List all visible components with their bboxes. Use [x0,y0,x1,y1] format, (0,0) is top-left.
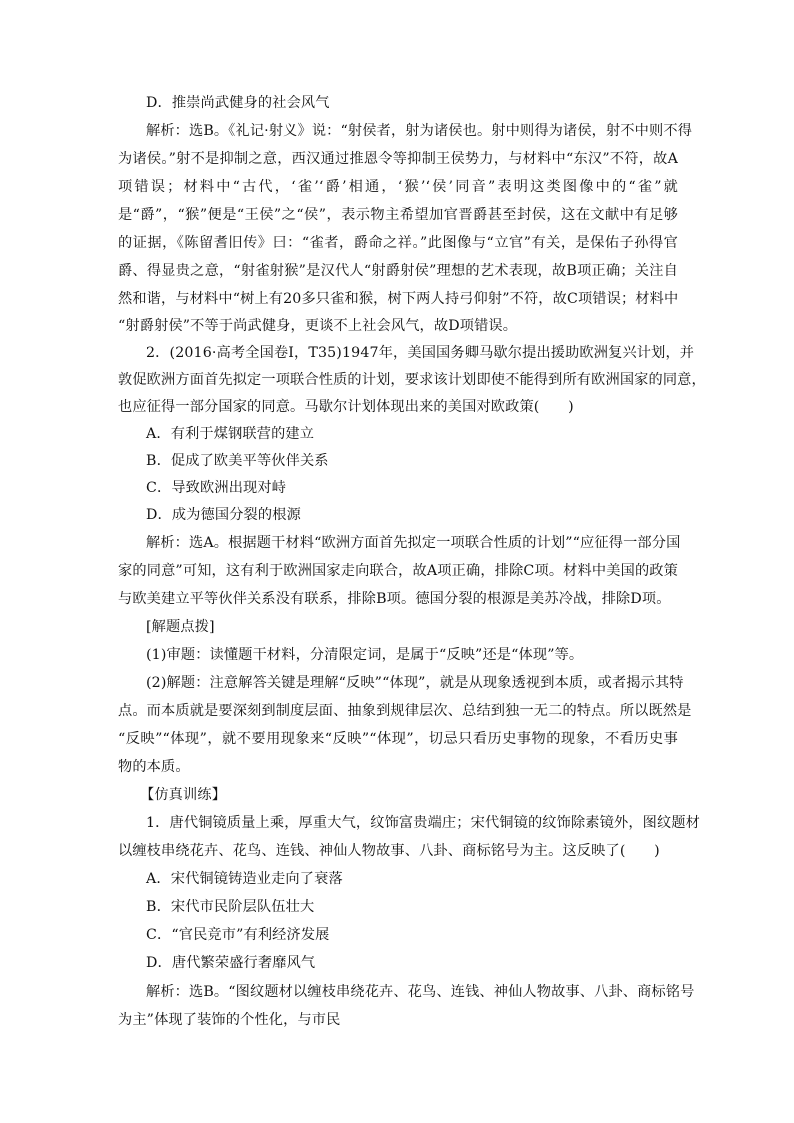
option-b: B．促成了欧美平等伙伴关系 [146,453,329,469]
question-2-stem: 敦促欧洲方面首先拟定一项联合性质的计划，要求该计划即使不能得到所有欧洲国家的同意， [118,372,706,388]
tip-line: 物的本质。 [118,759,190,775]
tip-line: “反映”“体现”，就不要用现象来“反映”“体现”，切忌只看历史事物的现象，不看历史事 [118,731,678,747]
option-d: D．成为德国分裂的根源 [146,507,301,523]
option-c: C．“官民竞市”有利经济发展 [146,927,330,943]
explanation-line: 与欧美建立平等伙伴关系没有联系，排除B项。德国分裂的根源是美苏冷战，排除D项。 [118,591,671,607]
tip-line: (2)解题：注意解答关键是理解“反映”“体现”，就是从现象透视到本质，或者揭示其特 [146,675,684,691]
question-1-stem: 以缠枝串绕花卉、花鸟、连钱、神仙人物故事、八卦、商标铭号为主。这反映了( ) [118,843,660,859]
option-a: A．有利于煤钢联营的建立 [146,426,315,442]
question-2-stem: 也应征得一部分国家的同意。马歇尔计划体现出来的美国对欧政策( ) [118,399,574,415]
explanation-line: 家的同意”可知，这有利于欧洲国家走向联合，故A项正确，排除C项。材料中美国的政策 [118,563,678,579]
explanation-line: 爵、得显贵之意，“射雀射猴”是汉代人“射爵射侯”理想的艺术表现，故B项正确；关注自 [118,263,678,279]
question-2-stem: 2．(2016·高考全国卷Ⅰ，T35)1947年，美国国务卿马歇尔提出援助欧洲复兴计划，并 [146,345,695,361]
option-c: C．导致欧洲出现对峙 [146,480,287,496]
section-heading: 【仿真训练】 [140,787,227,803]
explanation-line: 解析：选B。“图纹题材以缠枝串绕花卉、花鸟、连钱、神仙人物故事、八卦、商标铭号 [146,984,695,1000]
explanation-line: 的证据，《陈留耆旧传》曰：“雀者，爵命之祥。”此图像与“立官”有关，是保佑子孙得官 [118,235,678,251]
option-d: D．唐代繁荣盛行奢靡风气 [146,955,316,971]
explanation-line: “射爵射侯”不等于尚武健身，更谈不上社会风气，故D项错误。 [118,318,518,334]
tip-line: (1)审题：读懂题干材料，分清限定词，是属于“反映”还是“体现”等。 [146,647,584,663]
question-1-stem: 1．唐代铜镜质量上乘，厚重大气，纹饰富贵端庄；宋代铜镜的纹饰除素镜外，图纹题材 [146,815,701,831]
option-a: A．宋代铜镜铸造业走向了衰落 [146,871,343,887]
explanation-line: 然和谐，与材料中“树上有20多只雀和猴，树下两人持弓仰射”不符，故C项错误；材料中 [118,291,679,307]
explanation-line: 项错误；材料中“古代，‘雀’‘爵’相通，‘猴’‘侯’同音”表明这类图像中的“雀”就 [118,179,678,195]
option-d: D．推崇尚武健身的社会风气 [146,95,330,111]
explanation-line: 为主”体现了装饰的个性化，与市民 [118,1012,341,1028]
explanation-line: 是“爵”，“猴”便是“王侯”之“侯”，表示物主希望加官晋爵甚至封侯，这在文献中有足够 [118,207,678,223]
tip-line: 点。而本质就是要深刻到制度层面、抽象到规律层次、总结到独一无二的特点。所以既然是 [118,703,692,719]
option-b: B．宋代市民阶层队伍壮大 [146,899,315,915]
explanation-line: 为诸侯。”射不是抑制之意，西汉通过推恩令等抑制王侯势力，与材料中“东汉”不符，故A [118,151,678,167]
explanation-line: 解析：选B。《礼记·射义》说：“射侯者，射为诸侯也。射中则得为诸侯，射不中则不得 [146,123,693,139]
section-heading: [解题点拨] [146,619,215,635]
explanation-line: 解析：选A。根据题干材料“欧洲方面首先拟定一项联合性质的计划”“应征得一部分国 [146,535,681,551]
